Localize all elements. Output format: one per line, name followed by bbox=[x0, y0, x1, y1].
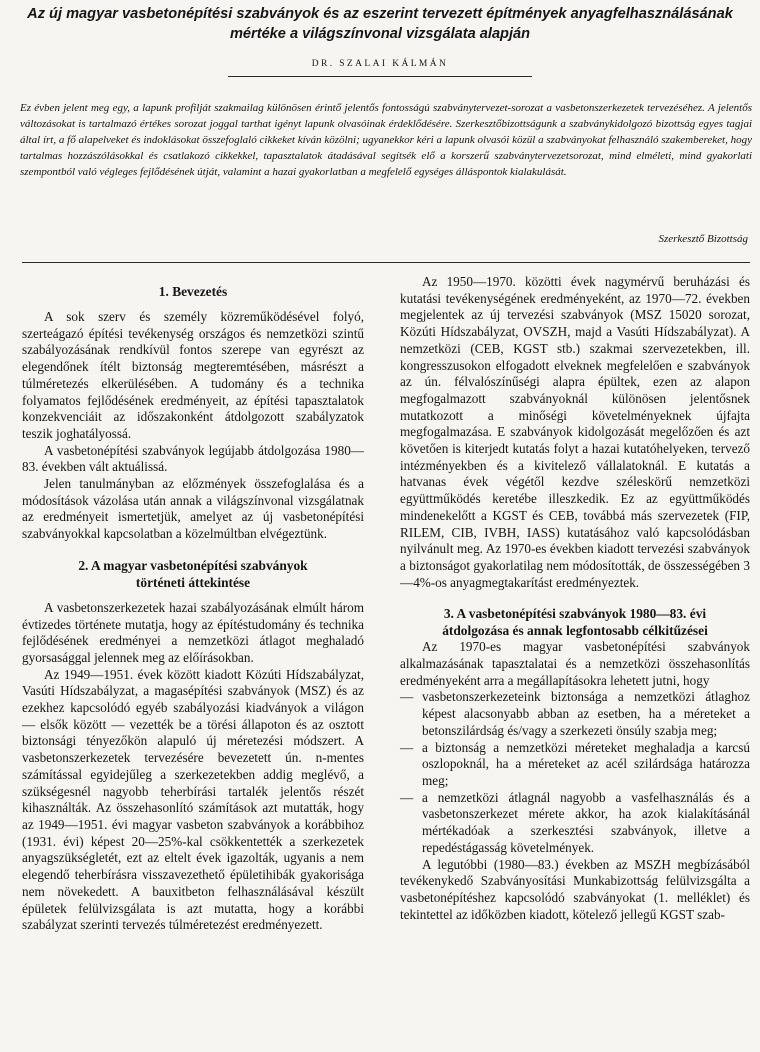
section-3-heading-line-1: 3. A vasbetonépítési szabványok 1980—83. évi bbox=[443, 606, 707, 622]
left-column bbox=[22, 274, 364, 934]
section-3-paragraph-2: A legutóbbi (1980—83.) években az MSZH megbízásából tevékenykedő Szabványosítási Munkabizottság felülvizsgálta a vasbetonépítéshez kapcsolódó szabványokat (1. melléklet) és tekintettel az időközben kiadott, kötelező jellegű KGST szab- bbox=[400, 856, 750, 922]
article-title: Az új magyar vasbetonépítési szabványok és az eszerint tervezett építmények anyagfelhasználásának mértéke a világszínvonal vizsgálata alapján bbox=[27, 6, 733, 42]
bullet-item-1-text: vasbetonszerkezeteink biztonsága a nemzetközi átlaghoz képest alacsonyabb abban az esetben, ha a méreteket a betonszilárdság és/vagy a szerkezeti önsúly szabja meg; bbox=[422, 689, 750, 738]
bullet-item-2: — a biztonság a nemzetközi méreteket meghaladja a karcsú oszlopoknál, ha a méreteket az acél szilárdsága határozza meg; bbox=[400, 739, 750, 788]
section-2-paragraph-1: A vasbetonszerkezetek hazai szabályozásának elmúlt három évtizedes története mutatja, hogy az építéstudomány és technika fejlődésének eredményei a nemzetközi átlagot meghaladó gyorsasággal jelennek meg az előírásokban. bbox=[22, 599, 364, 665]
bullet-item-3-text: a nemzetközi átlagnál nagyobb a vasfelhasználás és a vasbetonszerkezet mérete akkor, ha azok kialakításánál mértékadóak a szerkesztési szabványok, illetve a repedéstágasság követelmények. bbox=[422, 789, 750, 855]
section-1-paragraph-1: A sok szerv és személy közreműködésével folyó, szerteágazó építési tevékenység országos és nemzetközi szintű szabályozásának rendkívül fontos szerepe van egyrészt az elegendőnek ítélt biztonság megteremtésében, másrészt a túlméretezés elkerülésében. A tudomány és a technika folyamatos fejlődésének eredményeit, az építési tapasztalatok konzekvenciáit az időszakonként átdolgozott szabályzatok teszik joghatályossá. bbox=[22, 309, 364, 441]
bullet-item-2-text: a biztonság a nemzetközi méreteket meghaladja a karcsú oszlopoknál, ha a méreteket az acél szilárdsága határozza meg; bbox=[422, 739, 750, 788]
author-byline: DR. SZALAI KÁLMÁN bbox=[311, 59, 449, 69]
section-3-paragraph-1: Az 1970-es magyar vasbetonépítési szabványok alkalmazásának tapasztalatai és a nemzetközi összehasonlítás eredményeként arra a megállapításokra lehetett jutni, hogy bbox=[400, 639, 750, 688]
section-2-paragraph-2: Az 1949—1951. évek között kiadott Közúti Hídszabályzat, Vasúti Hídszabályzat, a magasépítési szabványok (MSZ) és az ezekhez kapcsolódó egyéb szabályozási kiadványok a világon — elsők között — vezették be a törési állapoton és az osztott biztonsági tényezőkön alapuló új méretezési módszert. A vasbetonszerkezetek tervezésére bevezetett ún. n-mentes számítással egyidejűleg a szerkezetekben addig meglévő, a szükségesnél nagyobb teherbírási tartalék jelentős részét kihasználták. Az összehasonlító számítások azt mutatták, hogy az 1949—1951. évi magyar vasbeton szabványok a korábbihoz (1931. évi) képest 20—25%-kal csökkentették a szerkezetek anyagszükségletét, ezt az eltelt évek igazolták, ugyanis a nem elegendő teherbírásra visszavezethető épületihibák gyakorisága nem növekedett. A bauxitbeton felhasználásával készült épületek felülvizsgálata is azt mutatta, hogy a korábbi szabályzat szerinti tervezés túlméretezést eredményezett. bbox=[22, 666, 364, 933]
right-column bbox=[400, 274, 750, 923]
intro-divider bbox=[22, 262, 750, 263]
section-1-paragraph-3: Jelen tanulmányban az előzmények összefoglalása és a módosítások vázolása után annak a világszínvonal vizsgálatnak az eredményeit ismertetjük, amelyet az új vasbetonépítési szabványokkal kapcsolatban a közelmúltban elvégeztünk. bbox=[22, 476, 364, 542]
section-1-heading: 1. Bevezetés bbox=[158, 284, 228, 299]
section-3-heading-line-2: átdolgozása és annak legfontosabb célkitűzései bbox=[442, 623, 708, 639]
section-2-paragraph-3: Az 1950—1970. közötti évek nagymérvű beruházási és kutatási tevékenységének eredményeként, az 1970—72. években megjelentek az új tervezési szabványok (MSZ 15020 sorozat, Közúti Hídszabályzat, OVSZH, majd a Vasúti Hídszabályzat). A nemzetközi (CEB, KGST stb.) szakmai szervezetekben, ill. kongresszusokon elfogadott elveknek megfelelően e szabványok az ún. félvalószínűségi alapra épültek, ezen az alapon megfogalmazott szabványoknál különösen jelentősnek mutatkozott a minőségi követelményeknek újfajta megfogalmazása. E szabványok kidolgozását megelőzően és azt követően is kiterjedt kutatás folyt a hazai kutatóhelyeken, tervező intézményekben és a kivitelező vállalatoknál. E kutatás a hatvanas évek végétől kezdve széleskörű nemzetközi együttműködés keretébe illeszkedik. Ez az együttműködés mindenekelőtt a KGST és CEB, továbbá más szervezetek (FIP, RILEM, CIB, IVBH, IASS) kutatásához való kapcsolódásban nyilvánult meg. Az 1970-es években kiadott tervezési szabványok a biztonságot gyakorlatilag nem módosították, de összességében 3—4%-os anyagmegtakarítást eredményeztek. bbox=[400, 274, 750, 590]
editorial-intro: Ez évben jelent meg egy, a lapunk profilját szakmailag különösen érintő jelentős fontosságú szabványtervezet-sorozat a vasbetonszerkezetek tervezéséhez. A jelentős változásokat is tartalmazó értékes sorozat joggal tarthat igényt lapunk olvasóinak érdeklődésére. Szerkesztőbizottságunk a szabványkidolgozó bizottság egyes tagjai által írt, a fő alapelveket és indoklásokat összefoglaló cikkeket kíván közölni; ugyanekkor kéri a lapunk olvasói közül a szabványokat felhasználó szakembereket, hogy tartalmas hozzászólásokkal és csatlakozó cikkekkel, tapasztalatok átadásával segítsék elő a korszerű szabványtervezetsorozat, mind elméleti, mind gyakorlati szempontból való végleges fejlődésének útját, valamint a hazai gyakorlatban a megfelelő egységes álláspontok kialakulását. bbox=[20, 102, 752, 178]
editorial-signature: Szerkesztő Bizottság bbox=[658, 233, 748, 245]
bullet-item-1: — vasbetonszerkezeteink biztonsága a nemzetközi átlaghoz képest alacsonyabb abban az esetben, ha a méreteket a betonszilárdság és/vagy a szerkezeti önsúly szabja meg; bbox=[400, 689, 750, 738]
section-2-heading-line-2: történeti áttekintése bbox=[135, 574, 251, 590]
section-2-heading-line-1: 2. A magyar vasbetonépítési szabványok bbox=[78, 557, 308, 573]
section-1-paragraph-2: A vasbetonépítési szabványok legújabb átdolgozása 1980—83. években vált aktuálissá. bbox=[22, 442, 364, 475]
bullet-item-3: — a nemzetközi átlagnál nagyobb a vasfelhasználás és a vasbetonszerkezet mérete akkor, ha azok kialakításánál mértékadóak a szerkesztési szabványok, illetve a repedéstágasság követelmények. bbox=[400, 789, 750, 855]
title-divider bbox=[228, 76, 532, 77]
